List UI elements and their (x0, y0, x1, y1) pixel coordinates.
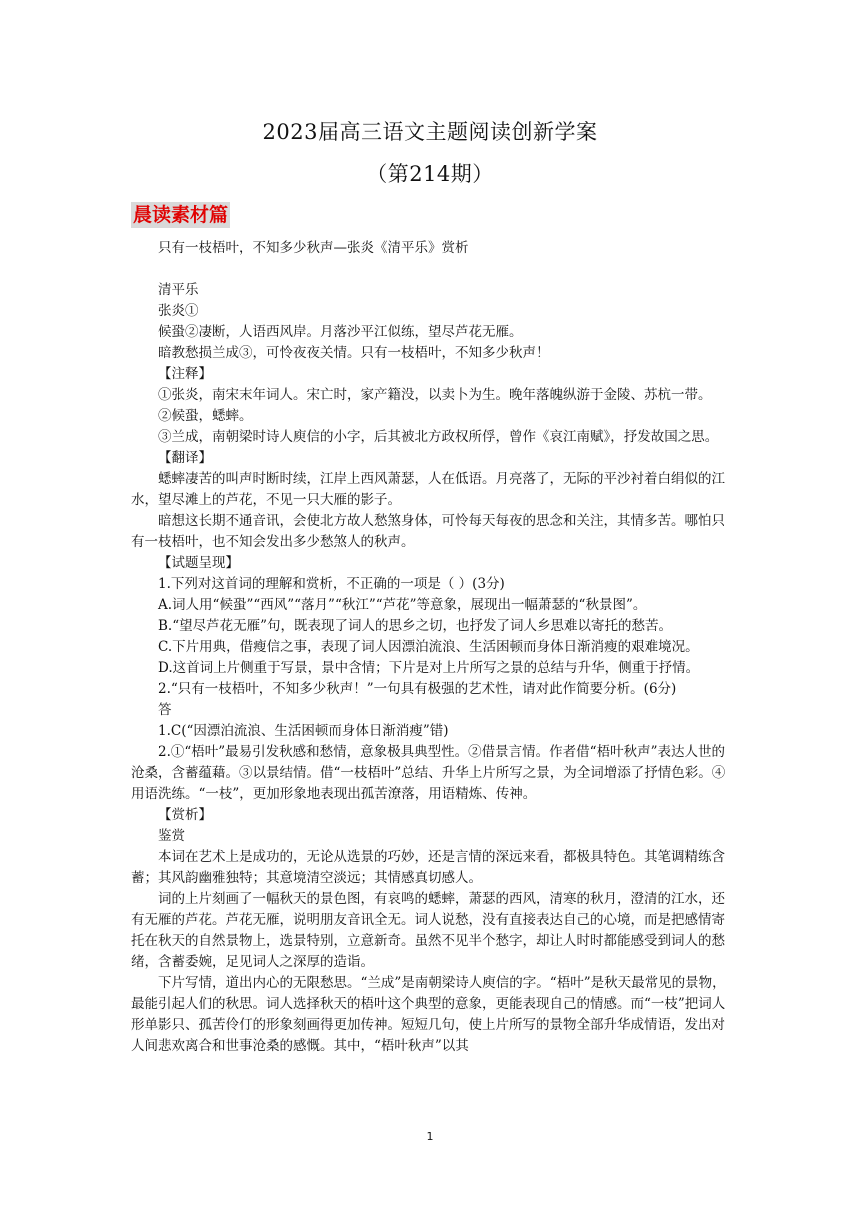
answer-2: 2.①“梧叶”最易引发秋感和愁情，意象极具典型性。②借景言情。作者借“梧叶秋声”表达人世的沧桑，含蓄蕴藉。③以景结情。借“一枝梧叶”总结、升华上片所写之景，为全词增添了抒情色彩。④用语洗练。“一枝”，更加形象地表现出孤苦潦落，用语精炼、传神。 (131, 744, 726, 802)
option-b: B.“望尽芦花无雁”句，既表现了词人的思乡之切，也抒发了词人乡思难以寄托的愁苦。 (158, 618, 673, 634)
poem-line: 候蛩②凄断，人语西风岸。月落沙平江似练，望尽芦花无雁。 (158, 324, 523, 340)
translation-paragraph: 蟋蟀凄苦的叫声时断时续，江岸上西风萧瑟，人在低语。月亮落了，无际的平沙衬着白绢似的江水，望尽滩上的芦花，不见一只大雁的影子。 (131, 471, 725, 508)
notes-heading: 【注释】 (158, 366, 212, 382)
question-2: 2.“只有一枝梧叶，不知多少秋声！”一句具有极强的艺术性，请对此作简要分析。(6分) (158, 681, 677, 697)
article-subtitle: 只有一枝梧叶，不知多少秋声—张炎《清平乐》赏析 (158, 240, 469, 256)
appreciation-subheading: 鉴赏 (158, 828, 185, 844)
option-d: D.这首词上片侧重于写景，景中含情；下片是对上片所写之景的总结与升华，侧重于抒情。 (158, 660, 700, 676)
spacer (131, 259, 731, 280)
issue-number: （第214期） (366, 162, 494, 186)
note-item: ③兰成，南朝梁时诗人庾信的小字，后其被北方政权所俘，曾作《哀江南赋》，抒发故国之思。 (158, 429, 719, 445)
poem-name: 清平乐 (158, 282, 199, 298)
section-heading: 晨读素材篇 (133, 204, 229, 226)
exercise-heading: 【试题呈现】 (158, 555, 239, 571)
translation-paragraph: 暗想这长期不通音讯，会使北方故人愁煞身体，可怜每天每夜的思念和关注，其情多苦。哪怕只有一枝梧叶，也不知会发出多少愁煞人的秋声。 (131, 513, 725, 550)
poem-line: 暗教愁损兰成③，可怜夜夜关情。只有一枝梧叶，不知多少秋声！ (158, 345, 550, 361)
option-c: C.下片用典，借瘦信之事，表现了词人因漂泊流浪、生活困顿而身体日渐消瘦的艰难境况。 (158, 639, 699, 655)
document-title: 2023届高三语文主题阅读创新学案 (262, 120, 598, 144)
option-a: A.词人用“候蛩”“西风”“落月”“秋江”“芦花”等意象，展现出一幅萧瑟的“秋景图”。 (158, 597, 647, 613)
appreciation-paragraph: 词的上片刻画了一幅秋天的景色图，有哀鸣的蟋蟀，萧瑟的西风，清寒的秋月，澄清的江水，还有无雁的芦花。芦花无雁，说明朋友音讯全无。词人说愁，没有直接表达自己的心境，而是把感情寄托在秋天的自然景物上，选景特别，立意新奇。虽然不见半个愁字，却让人时时都能感受到词人的愁绪，含蓄委婉，足见词人之深厚的造诣。 (131, 891, 725, 970)
note-item: ①张炎，南宋末年词人。宋亡时，家产籍没，以卖卜为生。晚年落魄纵游于金陵、苏杭一带。 (158, 387, 712, 403)
answer-heading: 答 (158, 702, 172, 718)
note-item: ②候蛩，蟋蟀。 (158, 408, 253, 424)
appreciation-paragraph: 本词在艺术上是成功的，无论从选景的巧妙，还是言情的深远来看，都极具特色。其笔调精练含蓄；其风韵幽雅独特；其意境清空淡远；其情感真切感人。 (131, 849, 725, 886)
document-body (131, 238, 731, 1057)
appreciation-heading: 【赏析】 (158, 807, 212, 823)
appreciation-paragraph: 下片写情，道出内心的无限愁思。“兰成”是南朝梁诗人庾信的字。“梧叶”是秋天最常见的景物，最能引起人们的秋思。词人选择秋天的梧叶这个典型的意象，更能表现自己的情感。而“一枝”把词人形单影只、孤苦伶仃的形象刻画得更加传神。短短几句，使上片所写的景物全部升华成情语，发出对人间悲欢离合和世事沧桑的感慨。其中，“梧叶秋声”以其 (131, 975, 726, 1054)
page-number: 1 (426, 1130, 434, 1143)
translation-heading: 【翻译】 (158, 450, 212, 466)
poem-author: 张炎① (158, 303, 199, 319)
question-1: 1.下列对这首词的理解和赏析，不正确的一项是（ ）(3分) (158, 576, 505, 592)
answer-1: 1.C(“因漂泊流浪、生活困顿而身体日渐消瘦”错) (158, 723, 449, 739)
